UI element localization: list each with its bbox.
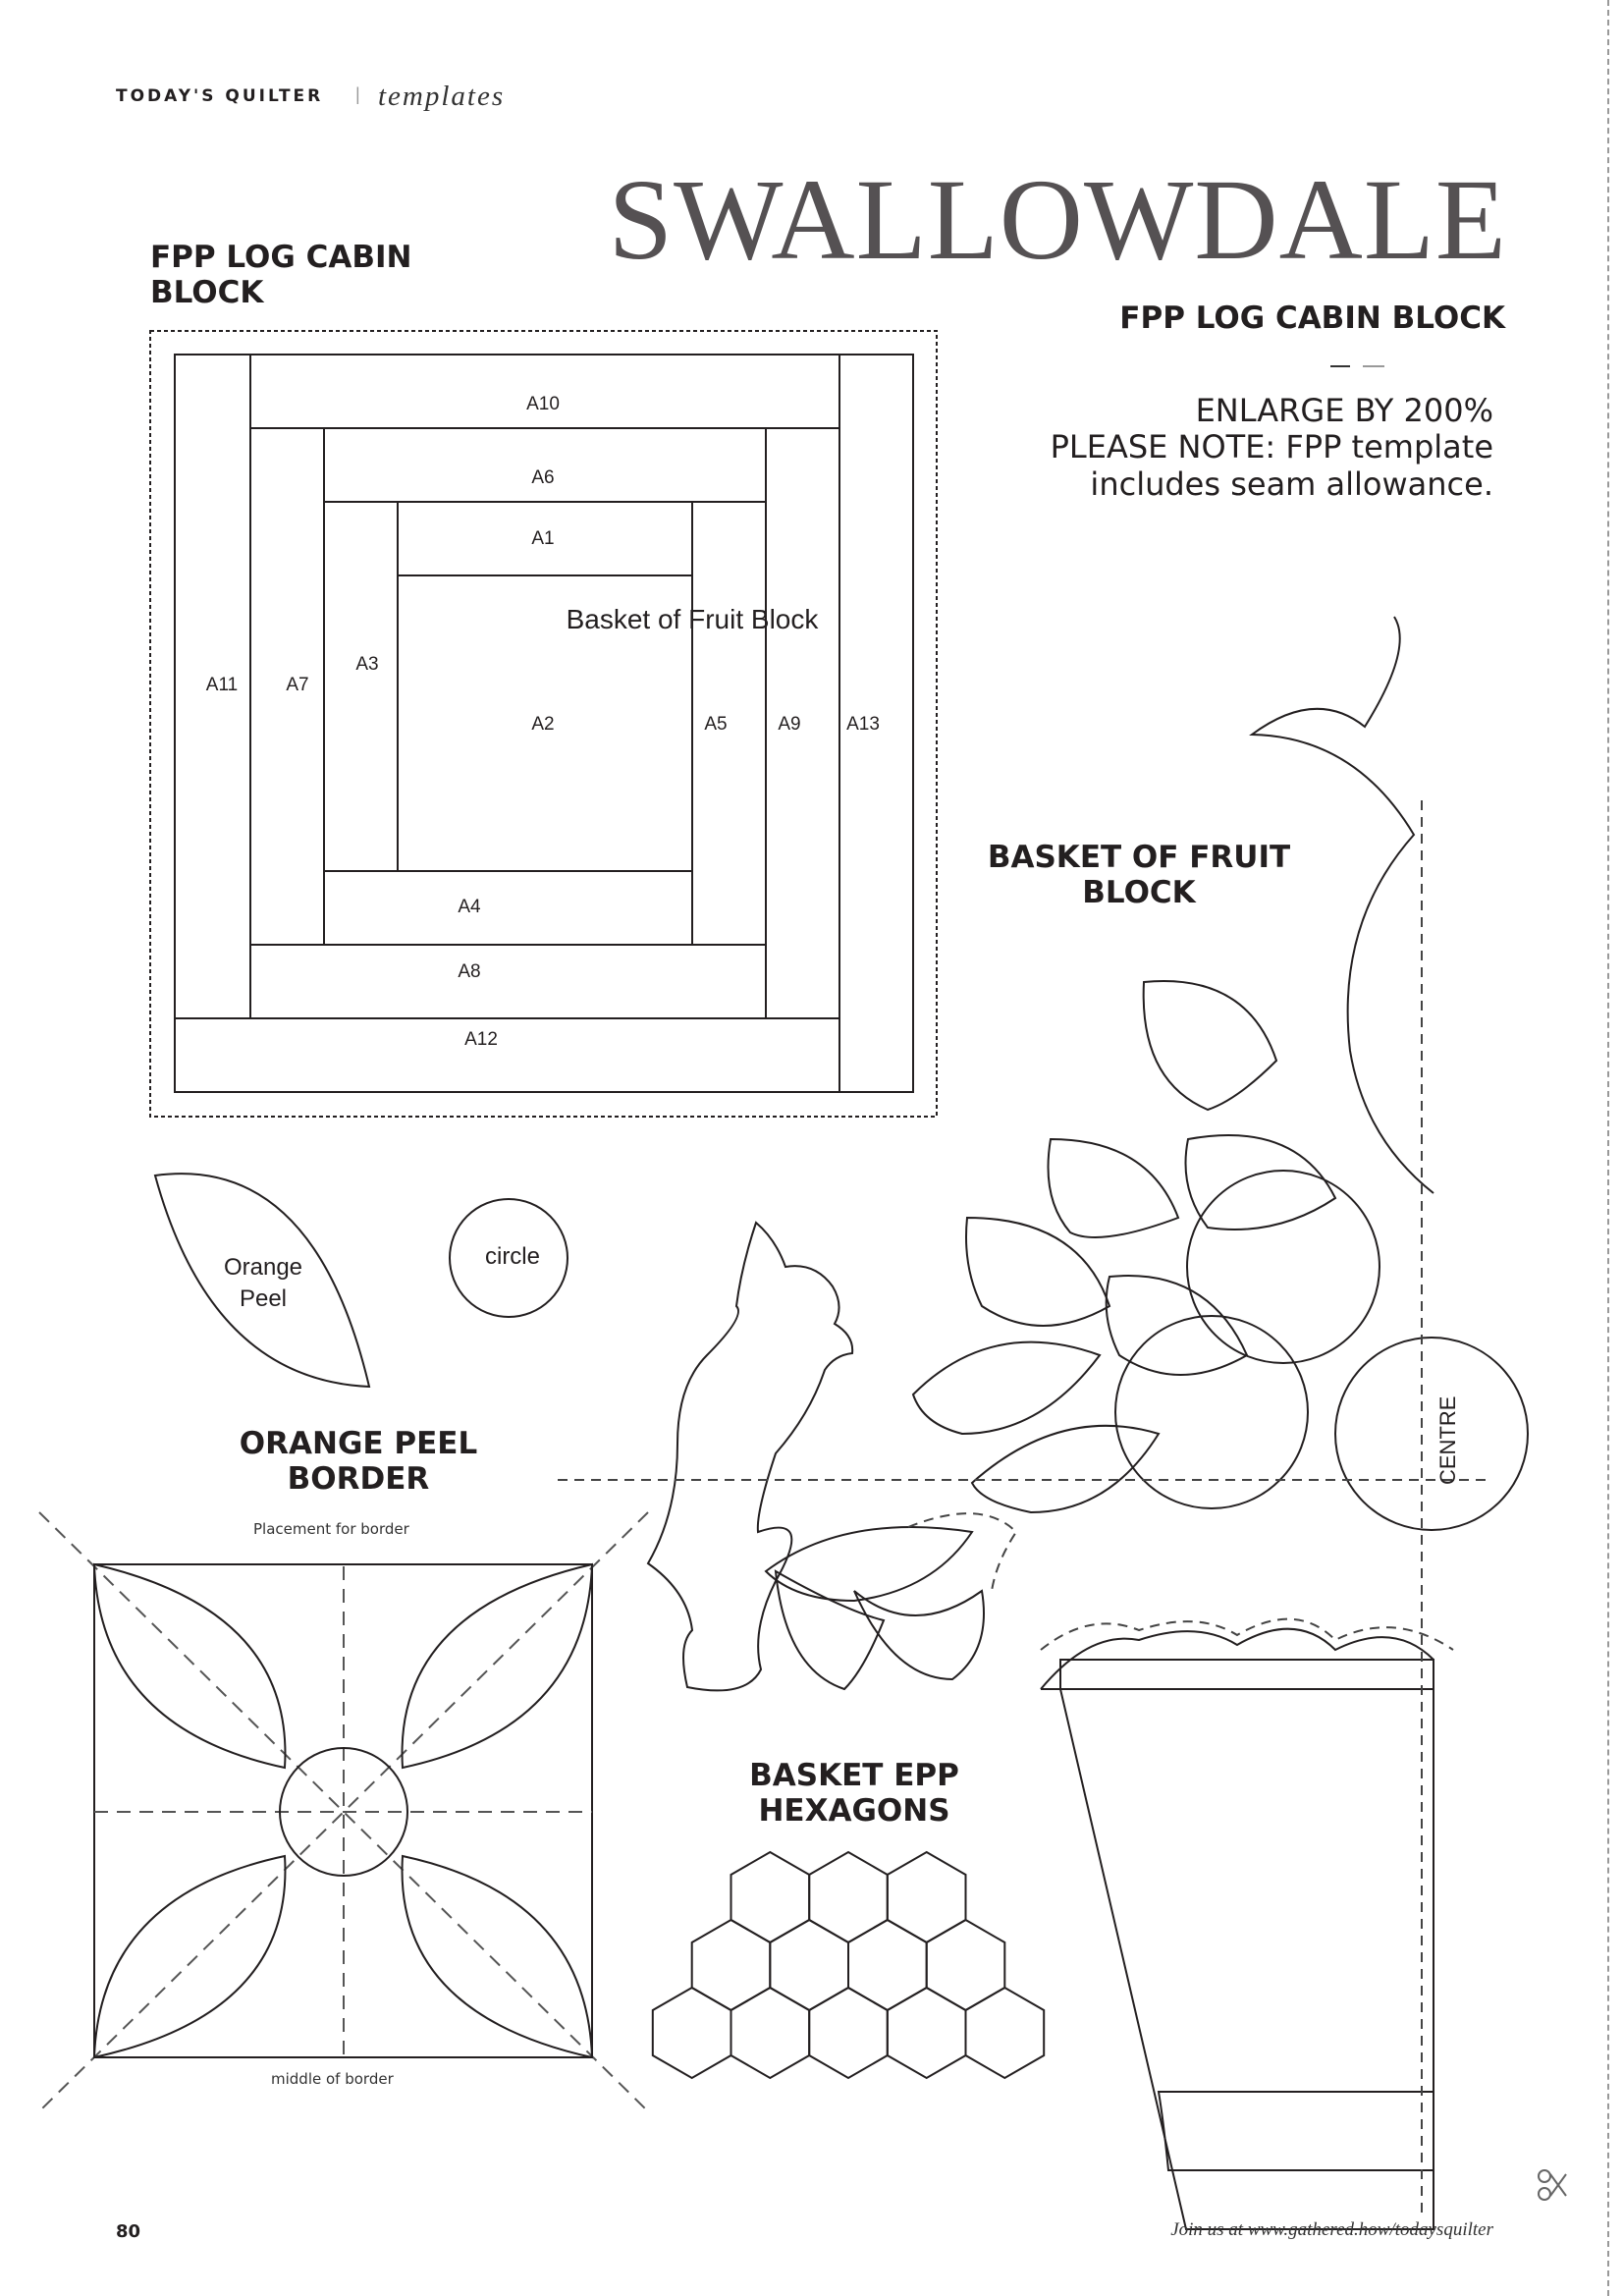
hexagon bbox=[927, 1920, 1005, 2010]
piece-a4: A4 bbox=[458, 897, 481, 917]
piece-a8: A8 bbox=[458, 961, 481, 982]
orange-peel-label-1: Orange bbox=[223, 1254, 303, 1281]
piece-a10: A10 bbox=[526, 394, 560, 414]
piece-a5: A5 bbox=[704, 714, 728, 735]
circle-label: circle bbox=[484, 1243, 541, 1270]
hexagon bbox=[848, 1920, 927, 2010]
piece-a13: A13 bbox=[846, 714, 880, 735]
orange-peel-label-2: Peel bbox=[239, 1285, 288, 1312]
page-number: 80 bbox=[116, 2221, 141, 2242]
orange-peel-heading: ORANGE PEEL BORDER bbox=[239, 1426, 478, 1498]
hexagon bbox=[888, 1988, 966, 2078]
scissors-icon bbox=[1539, 2170, 1566, 2200]
piece-a7: A7 bbox=[286, 675, 309, 695]
basket-heading: BASKET OF FRUIT BLOCK bbox=[987, 840, 1291, 911]
page-title: SWALLOWDALE bbox=[608, 155, 1507, 284]
hexagon-heading: BASKET EPP HEXAGONS bbox=[749, 1758, 959, 1830]
hexagon bbox=[731, 1852, 810, 1942]
cockatoo-shape bbox=[648, 1223, 852, 1690]
hexagon-pyramid bbox=[653, 1852, 1044, 2078]
fpp-heading-left: FPP LOG CABIN BLOCK bbox=[150, 240, 412, 311]
hexagon bbox=[966, 1988, 1045, 2078]
centre-label: CENTRE bbox=[1435, 1395, 1460, 1485]
header-separator: | bbox=[355, 84, 360, 104]
piece-a3: A3 bbox=[355, 654, 379, 675]
hexagon bbox=[809, 1988, 888, 2078]
basket-overlay-label: Basket of Fruit Block bbox=[566, 604, 819, 634]
piece-a6: A6 bbox=[531, 467, 555, 488]
hexagon bbox=[731, 1988, 810, 2078]
header-brand: TODAY'S QUILTER bbox=[116, 86, 324, 106]
placement-label: Placement for border bbox=[253, 1520, 409, 1538]
hexagon bbox=[809, 1852, 888, 1942]
orange-peel-border bbox=[39, 1512, 648, 2111]
hexagon bbox=[770, 1920, 848, 2010]
piece-a1: A1 bbox=[531, 528, 555, 549]
instructions: ENLARGE BY 200% PLEASE NOTE: FPP template includes seam allowance. bbox=[1050, 392, 1493, 503]
hexagon bbox=[692, 1920, 771, 2010]
fpp-heading-right: FPP LOG CABIN BLOCK bbox=[1119, 301, 1505, 336]
footer-url: Join us at www.gathered.how/todaysquilter bbox=[1170, 2219, 1493, 2240]
header-section: templates bbox=[378, 81, 506, 112]
piece-a9: A9 bbox=[778, 714, 801, 735]
basket-of-fruit-shape bbox=[766, 617, 1528, 2229]
piece-a2: A2 bbox=[531, 714, 555, 735]
hexagon bbox=[653, 1988, 731, 2078]
middle-label: middle of border bbox=[271, 2070, 394, 2088]
piece-a11: A11 bbox=[205, 675, 239, 695]
piece-a12: A12 bbox=[464, 1029, 498, 1050]
hexagon bbox=[888, 1852, 966, 1942]
